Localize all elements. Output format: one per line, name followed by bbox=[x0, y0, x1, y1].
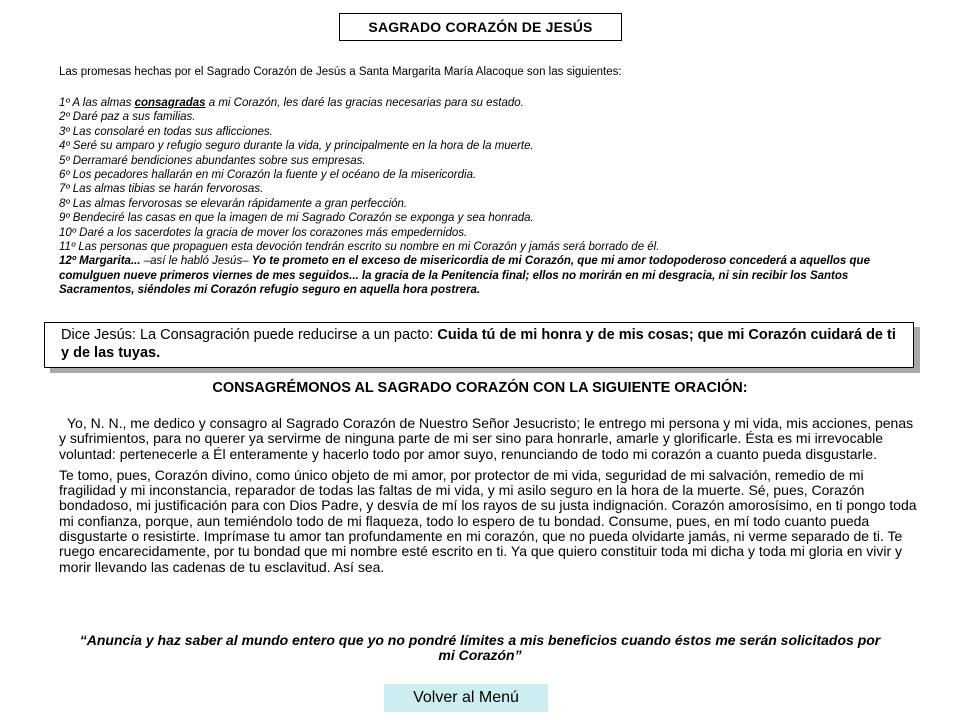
promise-12-aside: –así le habló Jesús– bbox=[140, 255, 252, 268]
promise-1-underlined: consagradas bbox=[134, 97, 206, 109]
closing-quote: “Anuncia y haz saber al mundo entero que yo no pondré límites a mis beneficios cuando éstos me serán solicitados por mi Corazón” bbox=[79, 632, 881, 663]
pact-text: Dice Jesús: La Consagración puede reducirse a un pacto: bbox=[61, 327, 438, 343]
pact-box bbox=[44, 322, 914, 368]
promise-12-text: Yo te prometo en el exceso de misericordia de mi Corazón, que mi amor todopoderoso concederá a aquellos que comulguen nueve primeros viernes de mes seguidos... la gracia de la Penitencia final; ellos no morirán en mi desgracia, ni sin recibir los Santos Sacramentos, siéndoles mi Corazón refugio seguro en aquella hora postrera. bbox=[59, 255, 870, 297]
prayer-paragraph-2: Te tomo, pues, Corazón divino, como único objeto de mi amor, por protector de mi vida, seguridad de mi salvación, remedio de mi fragilidad y mi inconstancia, reparador de todas las faltas de mi vida, y mi asilo seguro en la hora de la muerte. Sé, pues, Corazón bondadoso, mi justificación para con Dios Padre, y desvía de mí los rayos de su justa indignación. Corazón amorosísimo, en ti pongo toda mi confianza, porque, aun temiéndolo todo de mi flaqueza, todo lo espero de tu bondad. Consume, pues, en mí todo cuanto pueda disgustarte o resistirte. Imprímase tu amor tan profundamente en mi corazón, que no pueda olvidarte jamás, ni verme separado de ti. Te ruego encarecidamente, por tu bondad que mi nombre esté escrito en ti. Ya que quiero constituir toda mi dicha y toda mi gloria en vivir y morir llevando las cadenas de tu esclavitud. Así sea. bbox=[59, 466, 917, 575]
page-title: SAGRADO CORAZÓN DE JESÚS bbox=[339, 13, 622, 41]
promise-12 bbox=[59, 254, 889, 297]
intro-text: Las promesas hechas por el Sagrado Corazón de Jesús a Santa Margarita María Alacoque son las siguientes: bbox=[59, 66, 622, 78]
promises-list bbox=[59, 96, 889, 298]
consecration-heading: CONSAGRÉMONOS AL SAGRADO CORAZÓN CON LA SIGUIENTE ORACIÓN: bbox=[212, 380, 748, 396]
promise-1-end: a mi Corazón, les daré las gracias necesarias para su estado. bbox=[205, 97, 524, 109]
promise-7: 7º Las almas tibias se harán fervorosas. bbox=[59, 183, 264, 196]
promise-6: 6º Los pecadores hallarán en mi Corazón la fuente y el océano de la misericordia. bbox=[59, 169, 477, 182]
promise-3: 3º Las consolaré en todas sus aflicciones. bbox=[59, 125, 273, 138]
promise-11: 11º Las personas que propaguen esta devoción tendrán escrito su nombre en mi Corazón y jamás será borrado de él. bbox=[59, 241, 660, 254]
promise-5: 5º Derramaré bendiciones abundantes sobre sus empresas. bbox=[59, 154, 366, 167]
back-to-menu-button[interactable]: Volver al Menú bbox=[384, 684, 548, 712]
promise-1 bbox=[59, 96, 889, 110]
promise-10: 10º Daré a los sacerdotes la gracia de mover los corazones más empedernidos. bbox=[59, 226, 468, 239]
pact-text-bold: Cuida tú de mi honra y de mis cosas; que mi Corazón cuidará de ti y de las tuyas. bbox=[61, 327, 896, 361]
promise-1-start: 1º A las almas bbox=[59, 97, 135, 109]
promise-8: 8º Las almas fervorosas se elevarán rápidamente a gran perfección. bbox=[59, 197, 408, 210]
promise-4: 4º Seré su amparo y refugio seguro durante la vida, y principalmente en la hora de la muerte. bbox=[59, 140, 534, 153]
promise-2: 2º Daré paz a sus familias. bbox=[59, 111, 196, 124]
promise-9: 9º Bendeciré las casas en que la imagen de mi Sagrado Corazón se exponga y sea honrada. bbox=[59, 212, 534, 225]
promise-12-lead: 12º Margarita... bbox=[59, 255, 141, 268]
prayer-paragraph-1: Yo, N. N., me dedico y consagro al Sagrado Corazón de Nuestro Señor Jesucristo; le entrego mi persona y mi vida, mis acciones, penas y sufrimientos, para no querer ya servirme de ninguna parte de mi ser sino para honrarle, amarle y glorificarle. Ésta es mi irrevocable voluntad: pertenecerle a Él enteramente y hacerlo todo por amor suyo, renunciando de todo mi corazón a cuanto pueda disgustarle. bbox=[59, 415, 914, 462]
prayer-text bbox=[59, 416, 921, 581]
